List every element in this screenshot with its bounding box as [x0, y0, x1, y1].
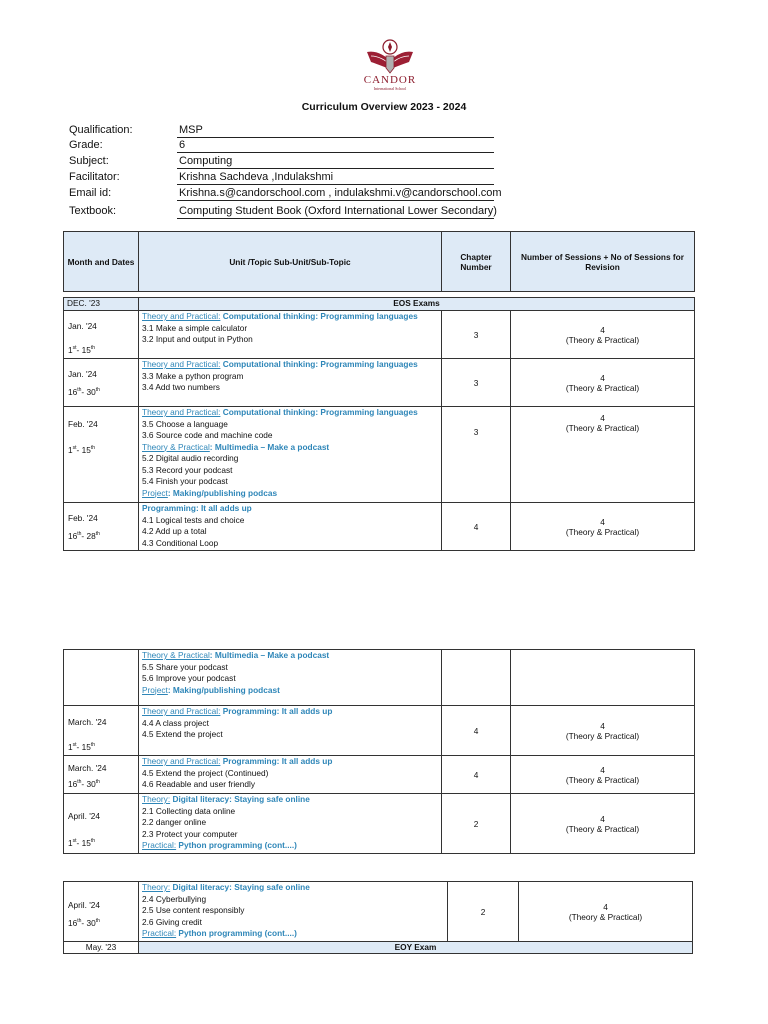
practical-heading: Practical: Python programming (cont....) [142, 928, 297, 938]
table-row: Jan. '24 16th- 30th Theory and Practical: Computational thinking: Programming languages 3.3 Make a python program 3.4 Add two numbers 3 4 (Theory & Practical) [64, 359, 695, 407]
month-cell: DEC. '23 [64, 298, 139, 311]
project-heading: Project: Making/publishing podcast [142, 684, 280, 695]
list-item: 4.2 Add up a total [142, 526, 207, 536]
month-cell: May. '23 [64, 942, 139, 954]
table-row: April. '24 1st- 15th Theory: Digital literacy: Staying safe online 2.1 Collecting data online 2.2 danger online 2.3 Protect your computer Practical: Python programming (cont....) 2 4 (Theory & Practical) [64, 794, 695, 854]
chapter-cell: 3 [442, 311, 511, 359]
chapter-cell: 4 [442, 706, 511, 756]
curriculum-table-2 [63, 649, 695, 854]
list-item: 3.1 Make a simple calculator [142, 322, 248, 333]
sessions-cell: 4 (Theory & Practical) [511, 311, 695, 359]
topic-heading: Theory and Practical: Computational thinking: Programming languages [142, 407, 418, 417]
table-row: Feb. '24 1st- 15th Theory and Practical: Computational thinking: Programming languages 3.5 Choose a language 3.6 Source code and machine code Theory & Practical: Multimedia – Make a podcast 5.2 Digital audio recording 5.3 Record your podcast 5.4 Finish your podcast Project: Making/publishing podcas 3 4 (Theory & Practical) [64, 407, 695, 503]
list-item: 4.3 Conditional Loop [142, 537, 219, 548]
table-row: Jan. '24 1st- 15th Theory and Practical: Computational thinking: Programming languages 3.1 Make a simple calculator 3.2 Input and output in Python 3 4 (Theory & Practical) [64, 311, 695, 359]
list-item: 3.4 Add two numbers [142, 382, 220, 392]
logo-name: CANDOR [363, 74, 417, 86]
school-logo [355, 38, 425, 100]
sessions-cell: 4 (Theory & Practical) [511, 756, 695, 794]
crest-icon [363, 38, 417, 76]
list-item: 4.5 Extend the project [142, 729, 223, 739]
list-item: 2.1 Collecting data online [142, 805, 236, 816]
list-item: 5.6 Improve your podcast [142, 673, 236, 683]
list-item: 2.6 Giving credit [142, 916, 202, 927]
list-item: 4.5 Extend the project (Continued) [142, 767, 269, 778]
table-row: March. '24 16th- 30th Theory and Practical: Programming: It all adds up 4.5 Extend the project (Continued) 4.6 Readable and user friendly 4 4 (Theory & Practical) [64, 756, 695, 794]
list-item: 2.4 Cyberbullying [142, 893, 207, 904]
project-heading: Project: Making/publishing podcas [142, 487, 278, 498]
practical-heading: Practical: Python programming (cont....) [142, 840, 297, 850]
sessions-cell: 4 (Theory & Practical) [511, 359, 695, 407]
sessions-cell: 4 (Theory & Practical) [511, 407, 695, 503]
list-item: 5.5 Share your podcast [142, 661, 228, 672]
list-item: 2.5 Use content responsibly [142, 905, 245, 915]
topic-heading: Theory and Practical: Programming: It all adds up [142, 706, 333, 716]
sessions-cell: 4 (Theory & Practical) [519, 882, 693, 942]
list-item: 4.4 A class project [142, 717, 209, 728]
list-item: 4.1 Logical tests and choice [142, 514, 245, 525]
table-row [64, 650, 695, 706]
header-table [63, 231, 695, 292]
list-item: 3.2 Input and output in Python [142, 334, 253, 344]
sessions-cell: 4 (Theory & Practical) [511, 706, 695, 756]
chapter-cell: 3 [442, 407, 511, 503]
header-unit: Unit /Topic Sub-Unit/Sub-Topic [139, 232, 442, 292]
list-item: 3.6 Source code and machine code [142, 430, 273, 440]
curriculum-table-3 [63, 881, 693, 954]
logo-subtitle: International School [373, 86, 407, 91]
chapter-cell: 4 [442, 756, 511, 794]
list-item: 5.3 Record your podcast [142, 464, 233, 475]
topic-heading: Theory: Digital literacy: Staying safe online [142, 794, 310, 804]
table-row: March. '24 1st- 15th Theory and Practical: Programming: It all adds up 4.4 A class project 4.5 Extend the project 4 4 (Theory & Practical) [64, 706, 695, 756]
page-title: Curriculum Overview 2023 - 2024 [301, 101, 467, 113]
list-item: 2.2 danger online [142, 817, 207, 827]
table-row: Feb. '24 16th- 28th Programming: It all adds up 4.1 Logical tests and choice 4.2 Add up a total 4.3 Conditional Loop 4 4 (Theory & Practical) [64, 503, 695, 551]
header-sessions: Number of Sessions + No of Sessions for Revision [511, 232, 695, 292]
list-item: 5.4 Finish your podcast [142, 476, 228, 486]
chapter-cell: 2 [448, 882, 519, 942]
chapter-cell: 4 [442, 503, 511, 551]
topic-heading: Theory and Practical: Computational thinking: Programming languages [142, 311, 418, 321]
curriculum-table-1 [63, 297, 695, 551]
list-item: 2.3 Protect your computer [142, 828, 238, 839]
topic-heading: Theory and Practical: Programming: It all adds up [142, 756, 333, 766]
list-item: 5.2 Digital audio recording [142, 453, 239, 463]
list-item: 3.5 Choose a language [142, 418, 228, 429]
exam-cell: EOS Exams [139, 298, 695, 311]
list-item: 4.6 Readable and user friendly [142, 779, 256, 789]
header-chapter: Chapter Number [442, 232, 511, 292]
header-month: Month and Dates [64, 232, 139, 292]
topic-heading: Programming: It all adds up [142, 503, 252, 513]
topic-heading: Theory & Practical: Multimedia – Make a podcast [142, 441, 330, 452]
sessions-cell: 4 (Theory & Practical) [511, 503, 695, 551]
table-row: April. '24 16th- 30th Theory: Digital literacy: Staying safe online 2.4 Cyberbullying 2.5 Use content responsibly 2.6 Giving credit Practical: Python programming (cont....) 2 4 (Theory & Practical) [64, 882, 693, 942]
topic-heading: Theory and Practical: Computational thinking: Programming languages [142, 359, 418, 369]
chapter-cell: 2 [442, 794, 511, 854]
list-item: 3.3 Make a python program [142, 370, 244, 381]
topic-heading: Theory & Practical: Multimedia – Make a podcast [142, 650, 330, 660]
sessions-cell: 4 (Theory & Practical) [511, 794, 695, 854]
topic-heading: Theory: Digital literacy: Staying safe online [142, 882, 310, 892]
chapter-cell: 3 [442, 359, 511, 407]
exam-cell: EOY Exam [139, 942, 693, 954]
